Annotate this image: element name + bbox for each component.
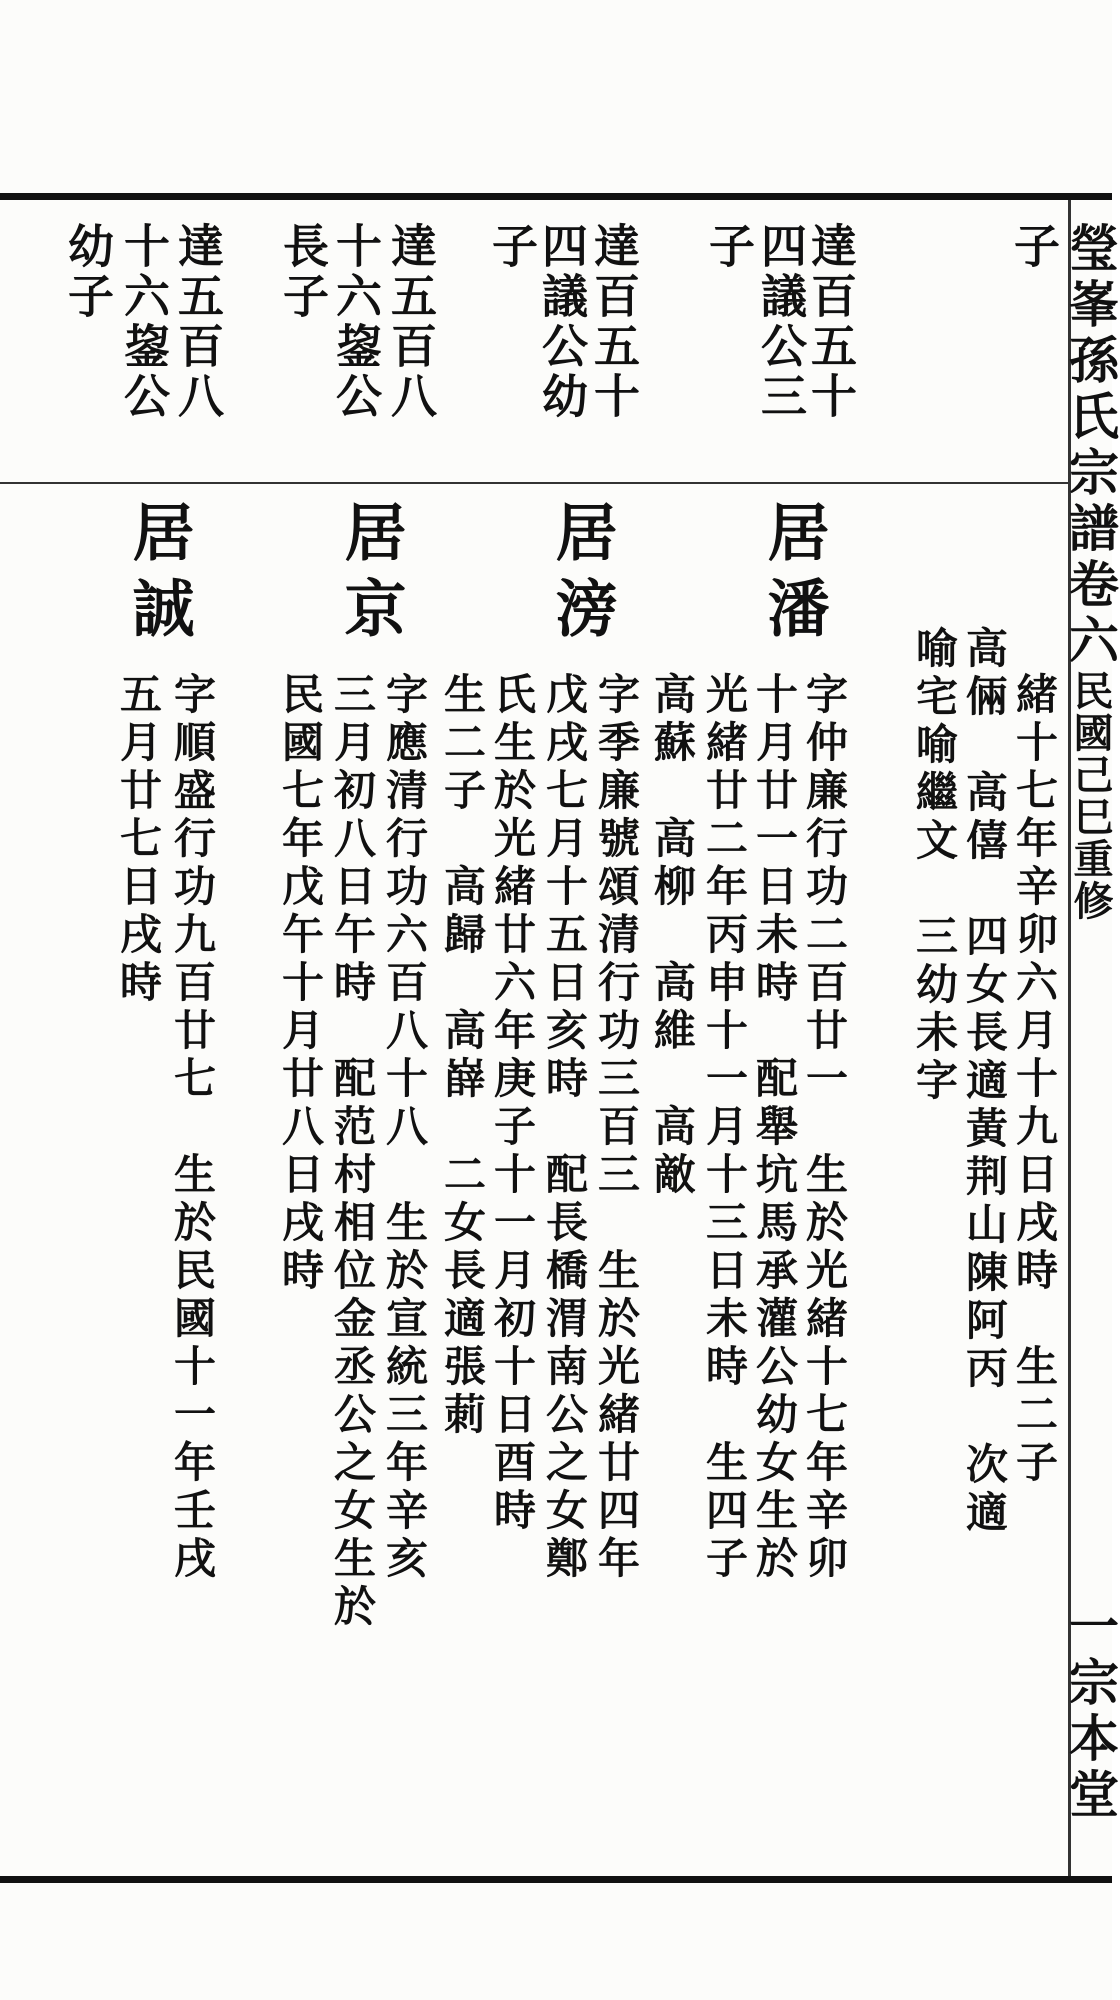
top-border-rule <box>0 193 1112 200</box>
record-column: 字順盛行功九百廿七 生於民國十一年壬戌 <box>168 672 217 1584</box>
record-column: 緒十七年辛卯六月十九日戌時 生二子 <box>1010 672 1059 1488</box>
record-column: 民國七年戊午十月廿八日戌時 <box>276 672 325 1296</box>
father-column: 達百五十 <box>587 222 641 422</box>
father-column: 達百五十 <box>804 222 858 422</box>
father-column: 四議公三 <box>754 222 808 422</box>
father-column: 四議公幼 <box>535 222 589 422</box>
record-column: 氏生於光緒廿六年庚子十一月初十日酉時 <box>488 672 537 1536</box>
generation-divider-rule <box>0 482 1068 484</box>
record-column: 三月初八日午時 配范村相位金丞公之女生於 <box>328 672 377 1632</box>
edition-note: 民國己巳重修 <box>1067 670 1114 922</box>
father-column: 達五百八 <box>384 222 438 422</box>
record-column: 字仲廉行功二百廿一 生於光緒十七年辛卯 <box>800 672 849 1584</box>
hall-name: 一宗本堂 <box>1061 1600 1120 1824</box>
record-column: 字應清行功六百八十八 生於宣統三年辛亥 <box>380 672 429 1584</box>
record-column: 生二子 高歸 高嶭 二女長適張莿 <box>438 672 487 1440</box>
record-column: 喻宅喻繼文 三幼未字 <box>910 626 959 1106</box>
father-column: 長子 <box>276 222 330 322</box>
father-column: 十六鋆公 <box>329 222 383 422</box>
father-column: 幼子 <box>61 222 115 322</box>
volume-label: 卷六 <box>1061 558 1120 670</box>
bottom-border-rule <box>0 1876 1112 1883</box>
record-column: 高倆 高僖 四女長適黃荆山陳阿丙 次適 <box>960 626 1009 1538</box>
record-column: 高蘇 高柳 高維 高敵 <box>648 672 697 1200</box>
record-column: 戊戌七月十五日亥時 配長橋渭南公之女鄭 <box>540 672 589 1584</box>
father-column: 子 <box>702 222 756 272</box>
person-name: 居誠 <box>122 500 195 652</box>
father-column: 達五百八 <box>171 222 225 422</box>
person-name: 居滂 <box>545 500 618 652</box>
person-name: 居潘 <box>757 500 830 652</box>
father-column: 子 <box>1007 222 1061 272</box>
father-column: 十六鋆公 <box>117 222 171 422</box>
record-column: 字季廉號頌清行功三百三 生於光緒廿四年 <box>592 672 641 1584</box>
header-title: 瑩峯孫氏宗譜 <box>1061 222 1120 558</box>
record-column: 光緒廿二年丙申十一月十三日未時 生四子 <box>700 672 749 1584</box>
record-column: 五月廿七日戌時 <box>114 672 163 1008</box>
father-column: 子 <box>485 222 539 272</box>
book-title <box>1062 222 1118 922</box>
record-column: 十月廿一日未時 配舉坑馬承灌公幼女生於 <box>750 672 799 1584</box>
person-name: 居京 <box>334 500 407 652</box>
